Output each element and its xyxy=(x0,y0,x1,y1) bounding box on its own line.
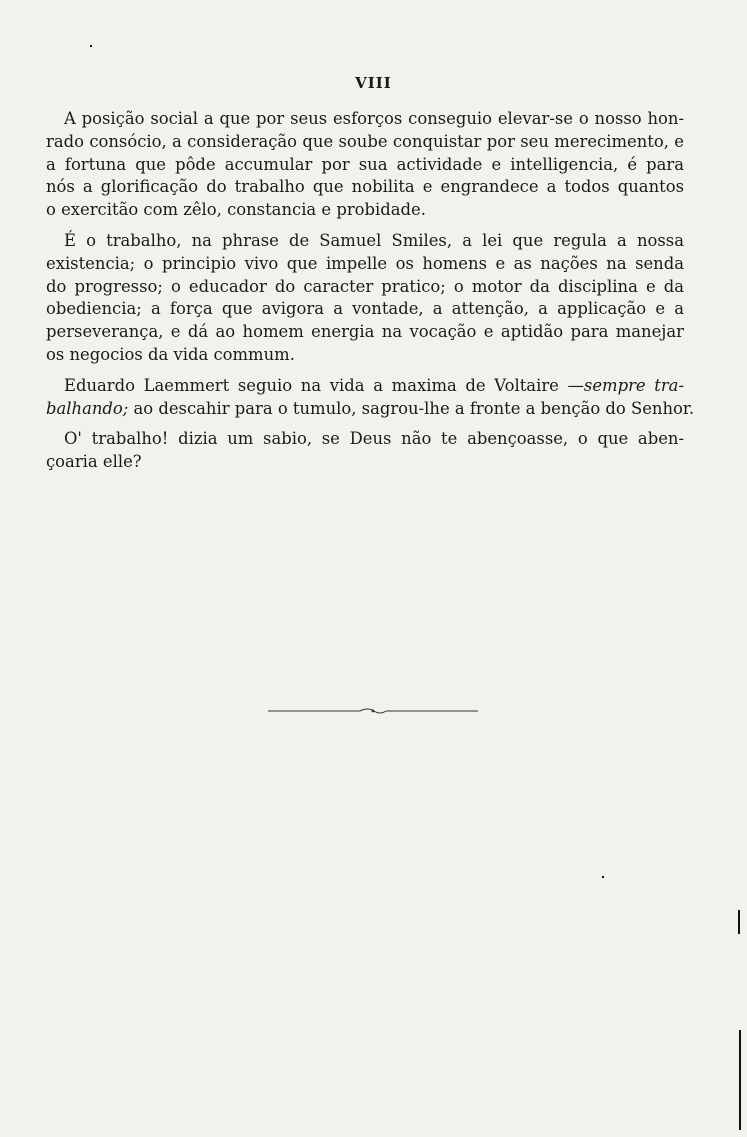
text-line: os negocios da vida commum. xyxy=(46,344,295,364)
text-line: O' trabalho! dizia um sabio, se Deus não te abençoasse, o que aben- xyxy=(64,429,684,449)
paragraph-4 xyxy=(46,428,684,474)
text-line: É o trabalho, na phrase de Samuel Smiles, a lei que regula a nossa xyxy=(64,230,684,250)
text-line: o exercitão com zêlo, constancia e probidade. xyxy=(46,200,426,220)
scan-edge-mark xyxy=(739,1030,741,1130)
paragraph-2 xyxy=(46,230,684,367)
text-line: çoaria elle? xyxy=(46,452,142,472)
ornament-divider xyxy=(268,704,478,718)
text-line xyxy=(46,375,684,398)
quote-italic: sempre tra- xyxy=(583,375,684,395)
text-line: rado consócio, a consideração que soube conquistar por seu merecimento, e xyxy=(46,131,684,151)
text-line: a fortuna que pôde accumular por sua actividade e intelligencia, é para xyxy=(46,154,684,174)
text-line: perseverança, e dá ao homem energia na vocação e aptidão para manejar xyxy=(46,322,684,342)
page-number: VIII xyxy=(355,74,392,92)
paragraph-1 xyxy=(46,108,684,222)
text-line: nós a glorificação do trabalho que nobilita e engrandece a todos quantos xyxy=(46,177,684,197)
text-line: existencia; o principio vivo que impelle os homens e as nações na senda xyxy=(46,253,684,273)
body-text xyxy=(46,108,695,482)
text-line xyxy=(46,398,695,421)
text-plain: Eduardo Laemmert seguio na vida a maxima de Voltaire — xyxy=(64,375,584,395)
paragraph-3 xyxy=(46,375,695,421)
scan-speck xyxy=(90,45,92,47)
text-line: do progresso; o educador do caracter pratico; o motor da disciplina e da xyxy=(46,276,684,296)
quote-italic: balhando; xyxy=(46,398,129,418)
scan-speck xyxy=(602,876,604,878)
text-line: obediencia; a força que avigora a vontade, a attenção, a applicação e a xyxy=(46,299,684,319)
scan-edge-mark xyxy=(738,910,740,934)
text-line: A posição social a que por seus esforços conseguio elevar-se o nosso hon- xyxy=(64,109,684,128)
text-plain: ao descahir para o tumulo, sagrou-lhe a fronte a benção do Senhor. xyxy=(128,398,695,418)
